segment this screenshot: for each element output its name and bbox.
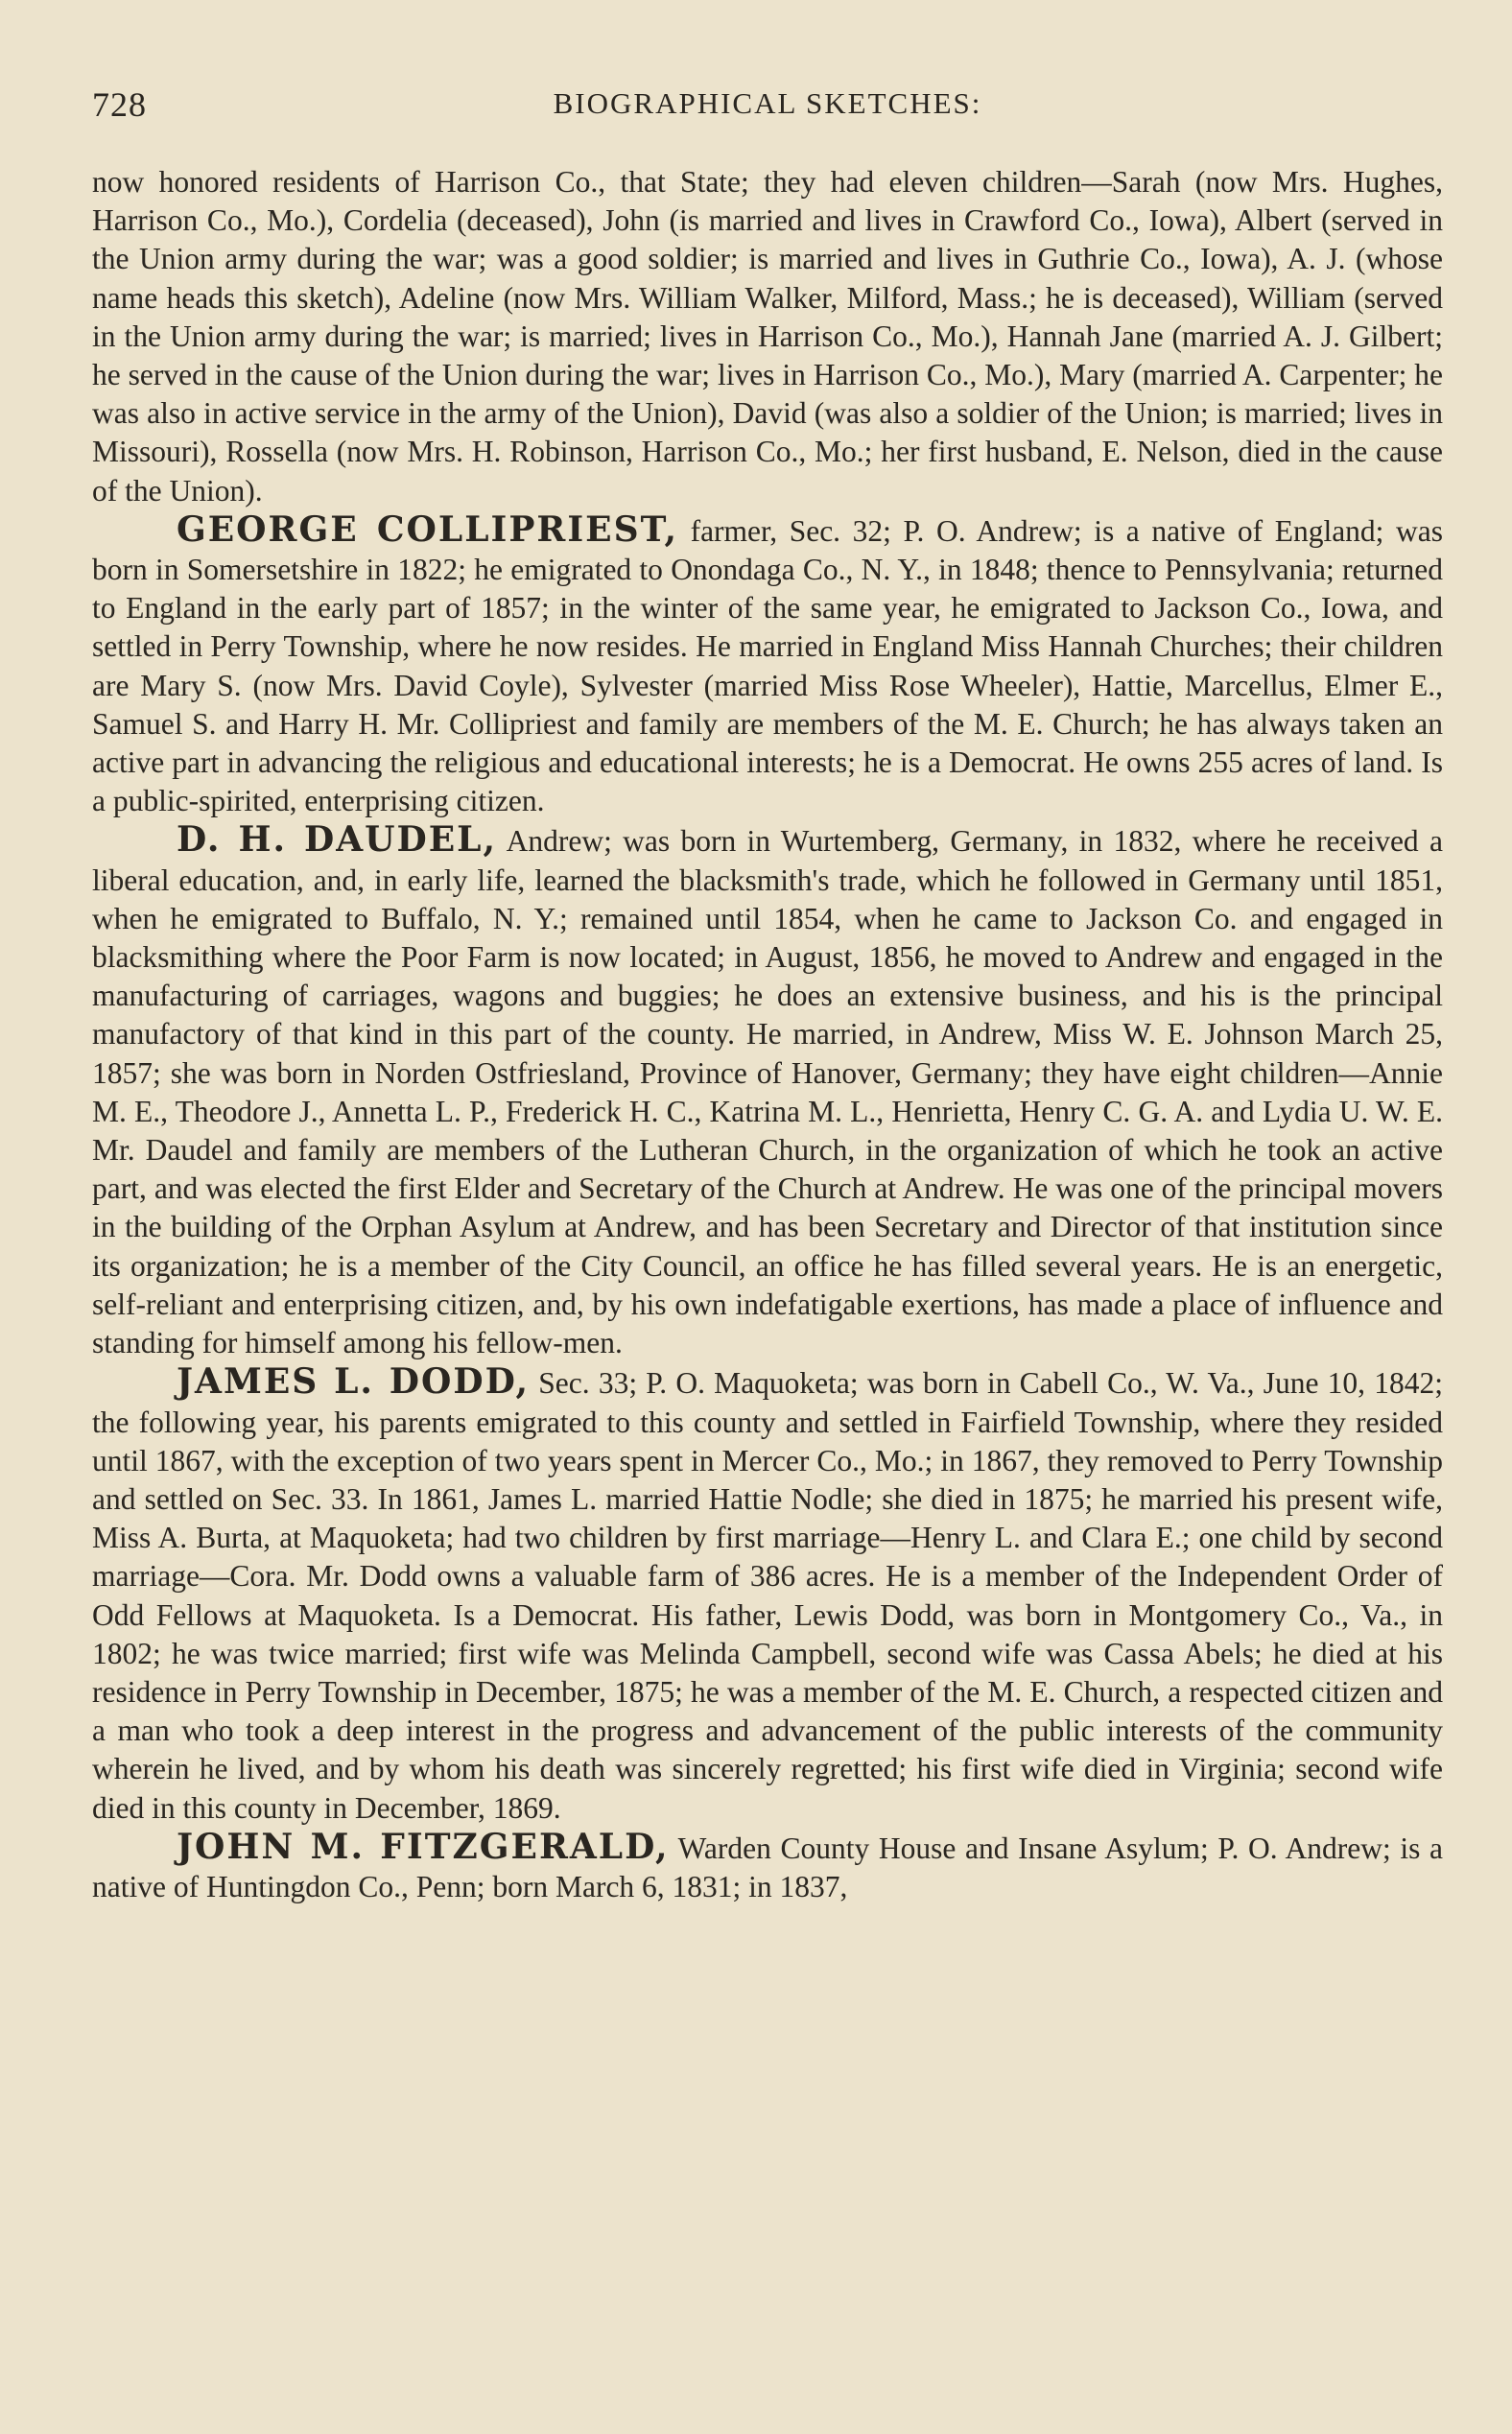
running-head: [92, 77, 1443, 134]
sketch-name: GEORGE COLLIPRIEST,: [177, 508, 678, 550]
paragraph-text: now honored residents of Harrison Co., that State; they had eleven children—Sarah (now Mrs. Hughes, Harrison Co., Mo.), Cordelia (deceased), John (is married and lives in Crawford Co., Iowa), Albert (served in the Union army during the war; was a good soldier; is married and lives in Guthrie Co., Iowa), A. J. (whose name heads this sketch), Adeline (now Mrs. William Walker, Milford, Mass.; he is deceased), William (served in the Union army during the war; is married; lives in Harrison Co., Mo.), Hannah Jane (married A. J. Gilbert; he served in the cause of the Union during the war; lives in Harrison Co., Mo.), Mary (married A. Carpenter; he was also in active service in the army of the Union), David (was also a soldier of the Union; is married; lives in Missouri), Rossella (now Mrs. H. Robinson, Harrison Co., Mo.; her first husband, E. Nelson, died in the cause of the Union).: [92, 165, 1443, 508]
sketch-name: JOHN M. FITZGERALD,: [177, 1826, 670, 1867]
page-number: 728: [92, 85, 147, 124]
continued-paragraph: [92, 163, 1443, 510]
sketch-john-m-fitzgerald: [92, 1828, 1443, 1906]
running-head-title: BIOGRAPHICAL SKETCHES:: [553, 86, 982, 120]
paragraph-text: Sec. 33; P. O. Maquoketa; was born in Cabell Co., W. Va., June 10, 1842; the following year, his parents emigrated to this county and settled in Fairfield Township, where they resided until 1867, with the exception of two years spent in Mercer Co., Mo.; in 1867, they removed to Perry Township and settled on Sec. 33. In 1861, James L. married Hattie Nodle; she died in 1875; he married his present wife, Miss A. Burta, at Maquoketa; had two children by first marriage—Henry L. and Clara E.; one child by second marriage—Cora. Mr. Dodd owns a valuable farm of 386 acres. He is a member of the Independent Order of Odd Fellows at Maquoketa. Is a Democrat. His father, Lewis Dodd, was born in Montgomery Co., Va., in 1802; he was twice married; first wife was Melinda Campbell, second wife was Cassa Abels; he died at his residence in Perry Township in December, 1875; he was a member of the M. E. Church, a respected citizen and a man who took a deep interest in the progress and advancement of the public interests of the community wherein he lived, and by whom his death was sincerely regretted; his first wife died in Virginia; second wife died in this county in December, 1869.: [92, 1366, 1443, 1825]
paragraph-text: Andrew; was born in Wurtemberg, Germany, in 1832, where he received a liberal education, and, in early life, learned the blacksmith's trade, which he followed in Germany until 1851, when he emigrated to Buffalo, N. Y.; remained until 1854, when he came to Jackson Co. and engaged in blacksmithing where the Poor Farm is now located; in August, 1856, he moved to Andrew and engaged in the manufacturing of carriages, wagons and buggies; he does an extensive business, and his is the principal manufactory of that kind in this part of the county. He married, in Andrew, Miss W. E. Johnson March 25, 1857; she was born in Norden Ostfriesland, Province of Hanover, Germany; they have eight children—Annie M. E., Theodore J., Annetta L. P., Frederick H. C., Katrina M. L., Henrietta, Henry C. G. A. and Lydia U. W. E. Mr. Daudel and family are members of the Lutheran Church, in the organization of which he took an active part, and was elected the first Elder and Secretary of the Church at Andrew. He was one of the principal movers in the building of the Orphan Asylum at Andrew, and has been Secretary and Director of that institution since its organization; he is a member of the City Council, an office he has filled several years. He is an energetic, self-reliant and enterprising citizen, and, by his own indefatigable exertions, has made a place of influence and standing for himself among his fellow-men.: [92, 824, 1443, 1360]
body-text: [92, 163, 1443, 1906]
paragraph-text: Warden County House and Insane Asylum; P. O. Andrew; is a native of Huntingdon Co., Penn; born March 6, 1831; in 1837,: [92, 1831, 1443, 1903]
sketch-name: D. H. DAUDEL,: [177, 819, 498, 861]
book-page: [92, 77, 1443, 1906]
paragraph-text: farmer, Sec. 32; P. O. Andrew; is a native of England; was born in Somersetshire in 1822; he emigrated to Onondaga Co., N. Y., in 1848; thence to Pennsylvania; returned to England in the early part of 1857; in the winter of the same year, he emigrated to Jackson Co., Iowa, and settled in Perry Township, where he now resides. He married in England Miss Hannah Churches; their children are Mary S. (now Mrs. David Coyle), Sylvester (married Miss Rose Wheeler), Hattie, Marcellus, Elmer E., Samuel S. and Harry H. Mr. Collipriest and family are members of the M. E. Church; he has always taken an active part in advancing the religious and educational interests; he is a Democrat. He owns 255 acres of land. Is a public-spirited, enterprising citizen.: [92, 513, 1443, 818]
sketch-george-collipriest: [92, 510, 1443, 821]
sketch-d-h-daudel: [92, 820, 1443, 1362]
sketch-james-l-dodd: [92, 1362, 1443, 1827]
sketch-name: JAMES L. DODD,: [177, 1361, 531, 1403]
